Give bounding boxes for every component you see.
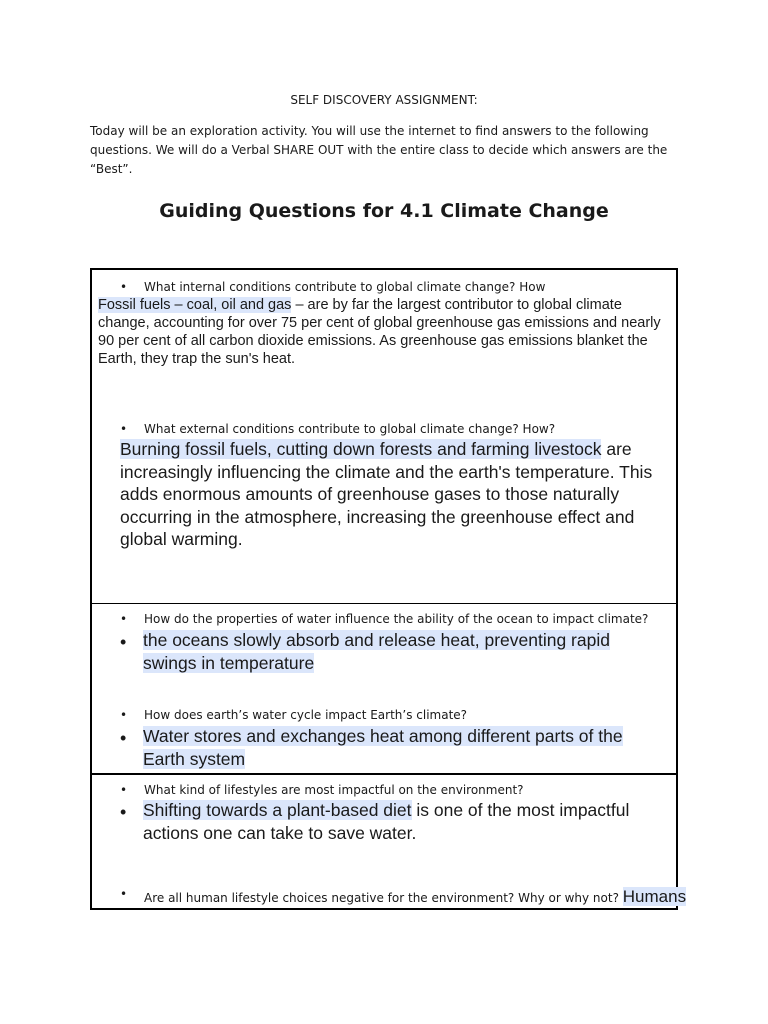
question-4: [120, 708, 468, 722]
bullet-icon: •: [120, 612, 128, 626]
answer-1-text: – are by far the largest contributor to global climate change, accounting for over 75 per cent of global greenhouse gas emissions and nearly 90 per cent of all carbon dioxide emissions. As greenhouse gas emissions blanket the Earth, they trap the sun's heat.: [98, 297, 661, 367]
question-3: [120, 612, 649, 626]
question-6: [120, 887, 687, 907]
table-cell-1: [92, 270, 676, 603]
bullet-icon: •: [120, 422, 128, 436]
intro-paragraph: Today will be an exploration activity. You will use the internet to find answers to the following questions. We will do a Verbal SHARE OUT with the entire class to decide which answers are the “Best”.: [90, 124, 668, 176]
answer-2: [120, 438, 676, 551]
answer-4-highlight: Water stores and exchanges heat among different parts of the Earth system: [143, 726, 623, 769]
question-2-text: What external conditions contribute to global climate change? How?: [144, 422, 556, 436]
answer-1: [98, 296, 668, 368]
bullet-icon: •: [120, 783, 128, 797]
answer-2-text: are increasingly influencing the climate and the earth's temperature. This adds enormous amounts of greenhouse gases to those naturally occurring in the atmosphere, increasing the greenhouse effect and global warming.: [120, 439, 653, 549]
table-cell-3: [92, 773, 687, 908]
bullet-icon: •: [120, 632, 127, 652]
questions-table: [90, 268, 687, 910]
bullet-icon: •: [120, 708, 128, 722]
bullet-icon: •: [120, 802, 127, 822]
bullet-icon: •: [120, 280, 128, 294]
question-1: [120, 280, 546, 294]
question-1-text: What internal conditions contribute to global climate change? How: [144, 280, 546, 294]
bullet-icon: •: [120, 728, 127, 748]
question-6-text: Are all human lifestyle choices negative for the environment? Why or why not?: [144, 891, 619, 905]
question-3-text: How do the properties of water influence the ability of the ocean to impact climate?: [144, 612, 649, 626]
answer-5-highlight: Shifting towards a plant-based diet: [143, 800, 412, 820]
assignment-header: SELF DISCOVERY ASSIGNMENT:: [290, 93, 478, 107]
answer-5: [143, 799, 669, 844]
table-cell-2: [92, 603, 676, 773]
answer-5-text: is one of the most impactful actions one can take to save water.: [143, 800, 630, 843]
question-5-text: What kind of lifestyles are most impactful on the environment?: [144, 783, 524, 797]
page-title: Guiding Questions for 4.1 Climate Change: [159, 200, 609, 222]
answer-2-highlight: Burning fossil fuels, cutting down forests and farming livestock: [120, 439, 602, 459]
question-5: [120, 783, 524, 797]
answer-3: [143, 629, 663, 674]
bullet-icon: •: [120, 887, 128, 901]
answer-4: [143, 725, 669, 770]
answer-1-highlight: Fossil fuels – coal, oil and gas: [98, 297, 292, 313]
answer-3-highlight: the oceans slowly absorb and release heat, preventing rapid swings in temperature: [143, 630, 610, 673]
question-2: [120, 422, 556, 436]
question-4-text: How does earth’s water cycle impact Earth’s climate?: [144, 708, 468, 722]
answer-6-highlight: Humans: [622, 887, 687, 906]
